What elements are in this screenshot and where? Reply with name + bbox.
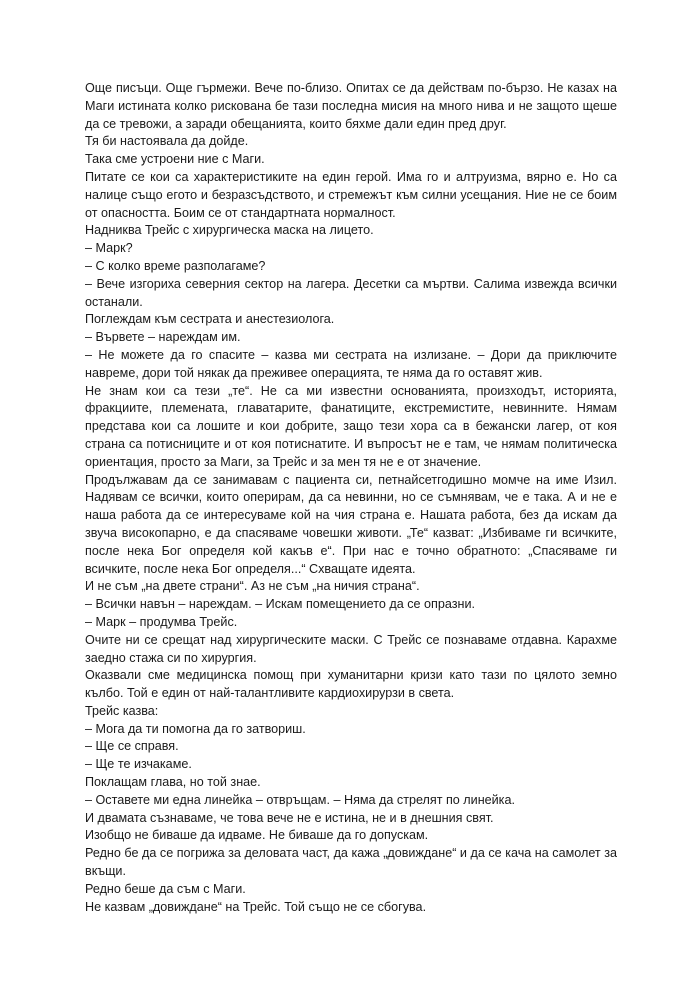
paragraph: – С колко време разполагаме?: [85, 258, 266, 273]
paragraph: Още писъци. Още гърмежи. Вече по-близо. Опитах се да действам по-бързо. Не казах на Маги истината колко рискована бе тази последна мисия на много нива и не защото щеше да се тревожи, а заради обещанията, които бяхме дали един пред друг.: [85, 81, 617, 131]
paragraph: И двамата съзнаваме, че това вече не е истина, не и в днешния свят.: [85, 810, 494, 825]
paragraph: Надниква Трейс с хирургическа маска на лицето.: [85, 223, 374, 238]
paragraph: – Ще те изчакаме.: [85, 757, 192, 772]
paragraph: Поклащам глава, но той знае.: [85, 775, 261, 790]
paragraph: Редно бе да се погрижа за деловата част, да кажа „довиждане“ и да се кача на самолет за вкъщи.: [85, 846, 617, 879]
paragraph: – Марк?: [85, 241, 133, 256]
paragraph: Продължавам да се занимавам с пациента си, петнайсетгодишно момче на име Изил. Надявам се всички, които оперирам, да са невинни, но се съмнявам, че е така. А и не е наша работа да се интересуваме кой на чия страна е. Нашата работа, без да искам да звуча високопарно, е да спасяваме човешки животи. „Те“ казват: „Избиваме ги всичките, после нека Бог определя кой какъв е“. При нас е точно обратното: „Спасяваме ги всичките, после нека Бог определя...“ Схващате идеята.: [85, 472, 617, 576]
paragraph: – Вече изгориха северния сектор на лагера. Десетки са мъртви. Салима извежда всички останали.: [85, 276, 617, 309]
paragraph: – Мога да ти помогна да го затвориш.: [85, 721, 306, 736]
paragraph: Трейс казва:: [85, 703, 159, 718]
paragraph: Поглеждам към сестрата и анестезиолога.: [85, 312, 335, 327]
paragraph: Тя би настоявала да дойде.: [85, 134, 249, 149]
paragraph: – Ще се справя.: [85, 739, 179, 754]
paragraph: – Не можете да го спасите – казва ми сестрата на излизане. – Дори да приключите навреме, дори той някак да преживее операцията, те няма да го оставят жив.: [85, 347, 617, 380]
paragraph: И не съм „на двете страни“. Аз не съм „на ничия страна“.: [85, 579, 420, 594]
paragraph: – Марк – продумва Трейс.: [85, 614, 238, 629]
paragraph: Не знам кои са тези „те“. Не са ми известни основанията, произходът, историята, фракциите, племената, главатарите, фанатиците, екстремистите, невинните. Нямам представа кои са лошите и кои добрите, защо тези хора са в бежански лагер, от коя страна са потисниците и от коя потиснатите. И въпросът не е там, че нямам политическа ориентация, просто за Маги, за Трейс и за мен тя не е от значение.: [85, 383, 617, 469]
paragraph: Оказвали сме медицинска помощ при хуманитарни кризи като тази по цялото земно кълбо. Той е един от най-талантливите кардиохирурзи в света.: [85, 668, 617, 701]
paragraph: Питате се кои са характеристиките на един герой. Има го и алтруизма, вярно е. Но са налице също егото и безразсъдството, и стремежът към силни усещания. Ние не се боим от опасността. Боим се от стандартната нормалност.: [85, 169, 617, 220]
body-text: [85, 80, 617, 916]
paragraph: – Вървете – нареждам им.: [85, 330, 241, 345]
paragraph: Не казвам „довиждане“ на Трейс. Той също не се сбогува.: [85, 899, 427, 914]
paragraph: Редно беше да съм с Маги.: [85, 881, 246, 896]
paragraph: Очите ни се срещат над хирургическите маски. С Трейс се познаваме отдавна. Карахме заедно стажа си по хирургия.: [85, 632, 617, 665]
paragraph: – Всички навън – нареждам. – Искам помещението да се опразни.: [85, 597, 475, 612]
paragraph: Така сме устроени ние с Маги.: [85, 152, 265, 167]
paragraph: Изобщо не биваше да идваме. Не биваше да го допускам.: [85, 828, 429, 843]
paragraph: – Оставете ми една линейка – отвръщам. – Няма да стрелят по линейка.: [85, 792, 515, 807]
